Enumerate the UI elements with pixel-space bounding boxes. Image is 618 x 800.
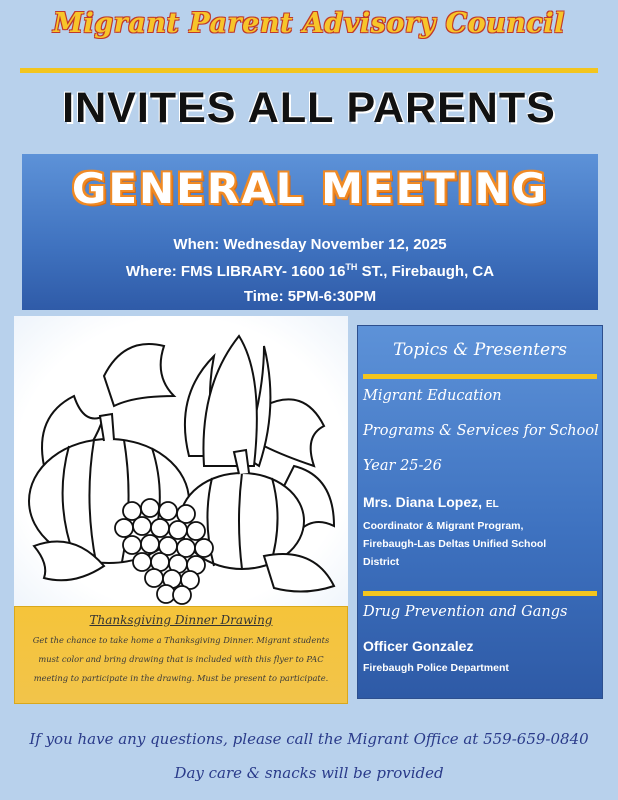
topic1-presenter bbox=[363, 494, 601, 510]
topic1-line2: Programs & Services for School bbox=[363, 423, 599, 439]
drawing-text: Get the chance to take home a Thanksgiving Dinner. Migrant students must color and bring drawing that is included with this flyer to PAC meeting to participate in the drawing. Must be present to participate. bbox=[32, 635, 330, 683]
drawing-title: Thanksgiving Dinner Drawing bbox=[89, 613, 273, 627]
harvest-illustration bbox=[14, 316, 348, 612]
topic2-role: Firebaugh Police Department bbox=[363, 662, 509, 674]
drawing-info-box bbox=[14, 606, 348, 704]
topic1-role3: District bbox=[363, 556, 400, 568]
questions-line: If you have any questions, please call the Migrant Office at 559-659-0840 bbox=[29, 730, 589, 748]
topic2-presenter: Officer Gonzalez bbox=[363, 638, 474, 654]
meeting-title: GENERAL MEETING bbox=[71, 164, 549, 213]
where-suffix: ST., Firebaugh, CA bbox=[357, 263, 495, 280]
topics-divider bbox=[363, 374, 597, 379]
where-sup: TH bbox=[345, 262, 358, 272]
topic1-line1: Migrant Education bbox=[363, 388, 502, 404]
meeting-when: When: Wednesday November 12, 2025 bbox=[173, 236, 447, 253]
topics-panel bbox=[357, 325, 603, 699]
meeting-time: Time: 5PM-6:30PM bbox=[243, 288, 377, 305]
topic2-title: Drug Prevention and Gangs bbox=[363, 604, 568, 620]
topic1-role1: Coordinator & Migrant Program, bbox=[363, 520, 524, 532]
topic1-line3: Year 25-26 bbox=[363, 458, 442, 474]
topic1-role2: Firebaugh-Las Deltas Unified School bbox=[363, 538, 547, 550]
meeting-banner bbox=[22, 154, 598, 310]
presenter-name: Mrs. Diana Lopez, bbox=[363, 494, 483, 510]
presenter-suffix: EL bbox=[485, 499, 499, 510]
council-title: Migrant Parent Advisory Council bbox=[53, 8, 565, 39]
topics-header: Topics & Presenters bbox=[393, 340, 567, 360]
daycare-line: Day care & snacks will be provided bbox=[174, 764, 444, 782]
invites-heading: INVITES ALL PARENTS bbox=[62, 84, 556, 132]
pumpkin-corn-illustration bbox=[14, 316, 348, 612]
meeting-where bbox=[22, 262, 598, 280]
divider-line bbox=[20, 68, 598, 73]
where-text: Where: FMS LIBRARY- 1600 16 bbox=[125, 263, 346, 280]
